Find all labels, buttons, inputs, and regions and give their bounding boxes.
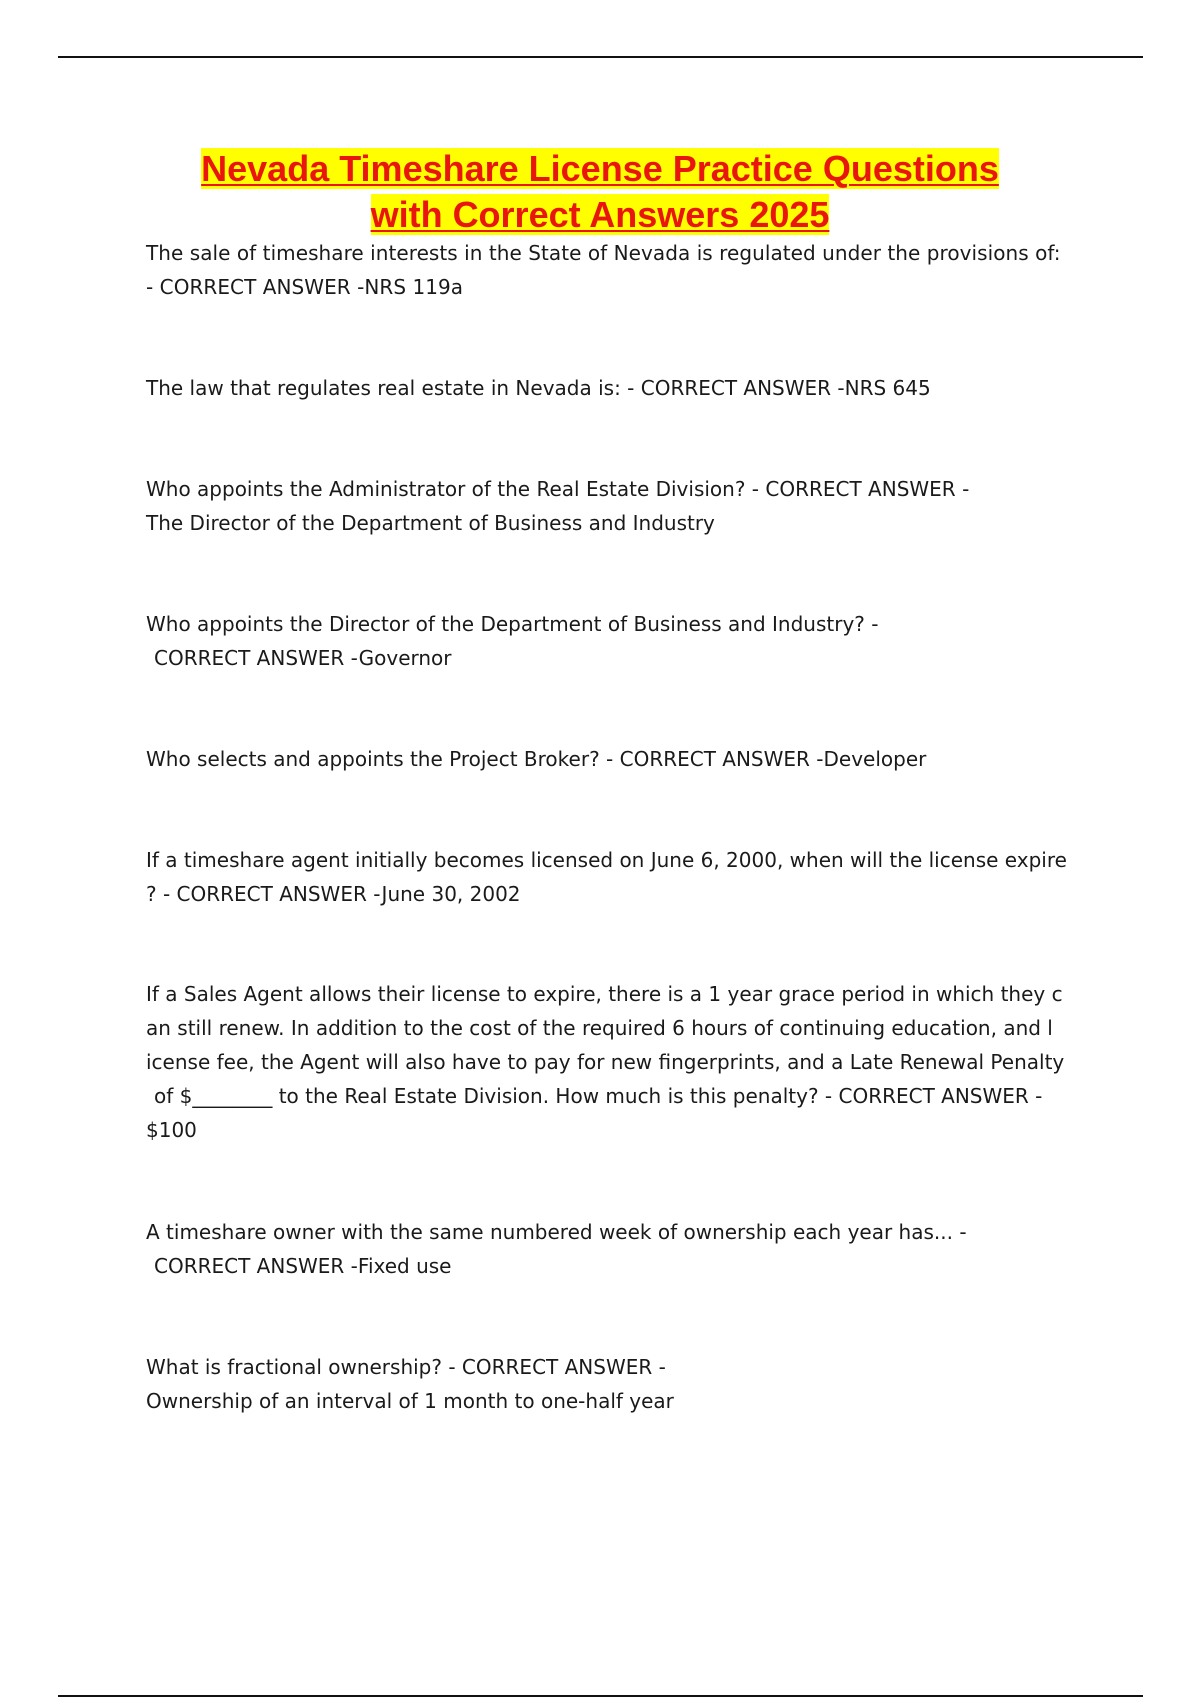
- bottom-rule: [58, 1695, 1143, 1697]
- qa-line: an still renew. In addition to the cost of the required 6 hours of continuing education, and l: [146, 1016, 1053, 1040]
- qa-line: The sale of timeshare interests in the State of Nevada is regulated under the provisions of:: [146, 241, 1061, 265]
- qa-line: What is fractional ownership? - CORRECT ANSWER -: [146, 1355, 666, 1379]
- top-rule: [58, 56, 1143, 58]
- qa-line: Who appoints the Administrator of the Real Estate Division? - CORRECT ANSWER -: [146, 477, 970, 501]
- qa-line: - CORRECT ANSWER -NRS 119a: [146, 275, 464, 299]
- qa-item-6: [146, 843, 1088, 911]
- qa-item-9: [146, 1350, 1088, 1418]
- qa-item-2: [146, 371, 1088, 405]
- qa-line: The law that regulates real estate in Nevada is: - CORRECT ANSWER -NRS 645: [146, 376, 931, 400]
- title-line-2: with Correct Answers 2025: [370, 194, 830, 235]
- qa-item-1: [146, 236, 1088, 304]
- qa-line: If a timeshare agent initially becomes licensed on June 6, 2000, when will the license expire: [146, 848, 1067, 872]
- qa-item-7: [146, 977, 1088, 1147]
- qa-item-8: [146, 1215, 1088, 1283]
- qa-line: $100: [146, 1118, 197, 1142]
- qa-line: Ownership of an interval of 1 month to one-half year: [146, 1389, 674, 1413]
- qa-line: The Director of the Department of Business and Industry: [146, 511, 715, 535]
- title-line-1: Nevada Timeshare License Practice Questions: [201, 148, 999, 189]
- qa-line: ? - CORRECT ANSWER -June 30, 2002: [146, 882, 521, 906]
- qa-line: Who selects and appoints the Project Broker? - CORRECT ANSWER -Developer: [146, 747, 927, 771]
- qa-line: Who appoints the Director of the Department of Business and Industry? -: [146, 612, 879, 636]
- qa-line: CORRECT ANSWER -Fixed use: [154, 1254, 452, 1278]
- qa-line: icense fee, the Agent will also have to pay for new fingerprints, and a Late Renewal Penalty: [146, 1050, 1065, 1074]
- qa-item-4: [146, 607, 1088, 675]
- qa-line: A timeshare owner with the same numbered week of ownership each year has... -: [146, 1220, 967, 1244]
- qa-line: If a Sales Agent allows their license to expire, there is a 1 year grace period in which they c: [146, 982, 1063, 1006]
- qa-item-5: [146, 742, 1088, 776]
- document-title: [100, 146, 1100, 238]
- qa-item-3: [146, 472, 1088, 540]
- qa-line: CORRECT ANSWER -Governor: [154, 646, 452, 670]
- qa-line: of $________ to the Real Estate Division. How much is this penalty? - CORRECT ANSWER -: [154, 1084, 1043, 1108]
